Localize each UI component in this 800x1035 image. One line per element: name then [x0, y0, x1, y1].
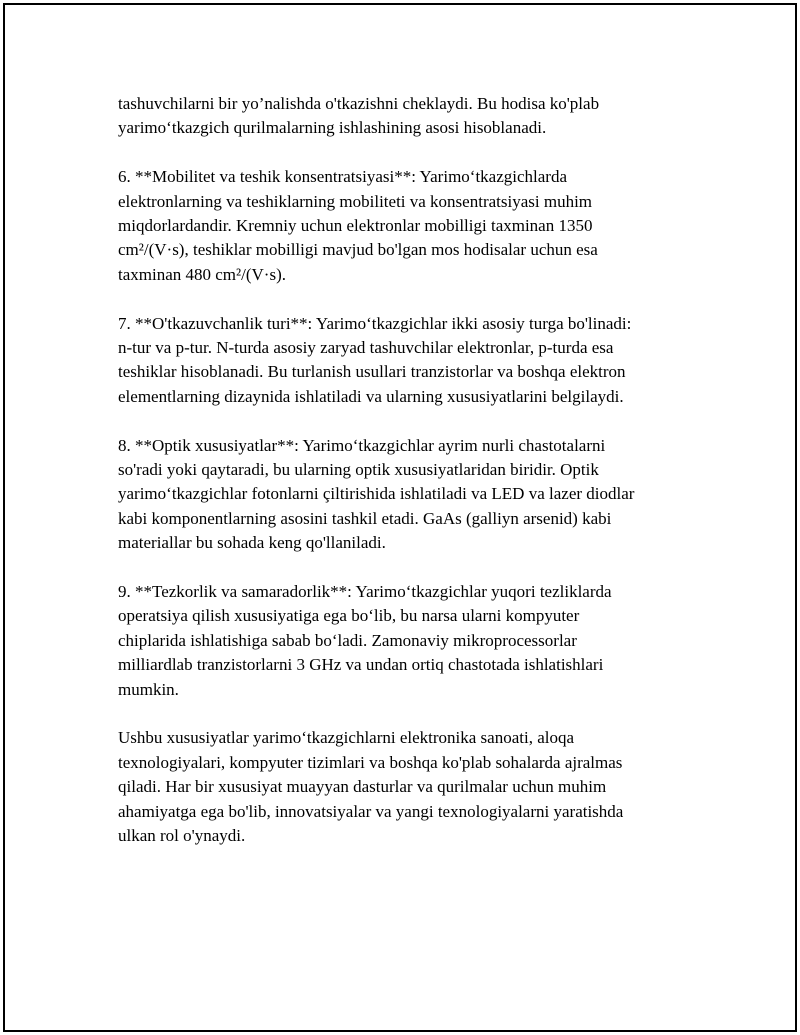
- paragraph-item-7-conductivity-type: 7. **O'tkazuvchanlik turi**: Yarimo‘tkazgichlar ikki asosiy turga bo'linadi: n-tur va p-tur. N-turda asosiy zaryad tashuvchilar elektronlar, p-turda esa teshiklar hisoblanadi. Bu turlanish usullari tranzistorlar va boshqa elektron elementlarning dizaynida ishlatiladi va ularning xususiyatlarini belgilaydi.: [118, 313, 632, 406]
- paragraph-continuation: tashuvchilarni bir yo’nalishda o'tkazishni cheklaydi. Bu hodisa ko'plab yarimo‘tkazgich qurilmalarning ishlashining asosi hisoblanadi.: [118, 94, 600, 138]
- paragraph-item-6-mobility: 6. **Mobilitet va teshik konsentratsiyasi**: Yarimo‘tkazgichlarda elektronlarning va teshiklarning mobiliteti va konsentratsiyasi muhim miqdorlardandir. Kremniy uchun elektronlar mobilligi taxminan 1350 cm²/(V·s), teshiklar mobilligi mavjud bo'lgan mos hodisalar uchun esa taxminan 480 cm²/(V·s).: [118, 167, 598, 284]
- paragraph-conclusion: Ushbu xususiyatlar yarimo‘tkazgichlarni elektronika sanoati, aloqa texnologiyalari, kompyuter tizimlari va boshqa ko'plab sohalarda ajralmas qiladi. Har bir xususiyat muayyan dasturlar va qurilmalar uchun muhim ahamiyatga ega bo'lib, innovatsiyalar va yangi texnologiyalarni yaratishda ulkan rol o'ynaydi.: [118, 728, 624, 846]
- paragraph-item-8-optical-properties: 8. **Optik xususiyatlar**: Yarimo‘tkazgichlar ayrim nurli chastotalarni so'radi yoki qaytaradi, bu ularning optik xususiyatlaridan biridir. Optik yarimo‘tkazgichlar fotonlarni çiltirishida ishlatiladi va LED va lazer diodlar kabi komponentlarning asosini tashkil etadi. GaAs (galliyn arsenid) kabi materiallar bu sohada keng qo'llaniladi.: [118, 435, 635, 553]
- document-body: [118, 92, 688, 873]
- paragraph-item-9-speed-efficiency: 9. **Tezkorlik va samaradorlik**: Yarimo‘tkazgichlar yuqori tezliklarda operatsiya qilish xususiyatiga ega bo‘lib, bu narsa ularni kompyuter chiplarida ishlatishiga sabab bo‘ladi. Zamonaviy mikroprocessorlar milliardlab tranzistorlarni 3 GHz va undan ortiq chastotada ishlatishlari mumkin.: [118, 582, 612, 699]
